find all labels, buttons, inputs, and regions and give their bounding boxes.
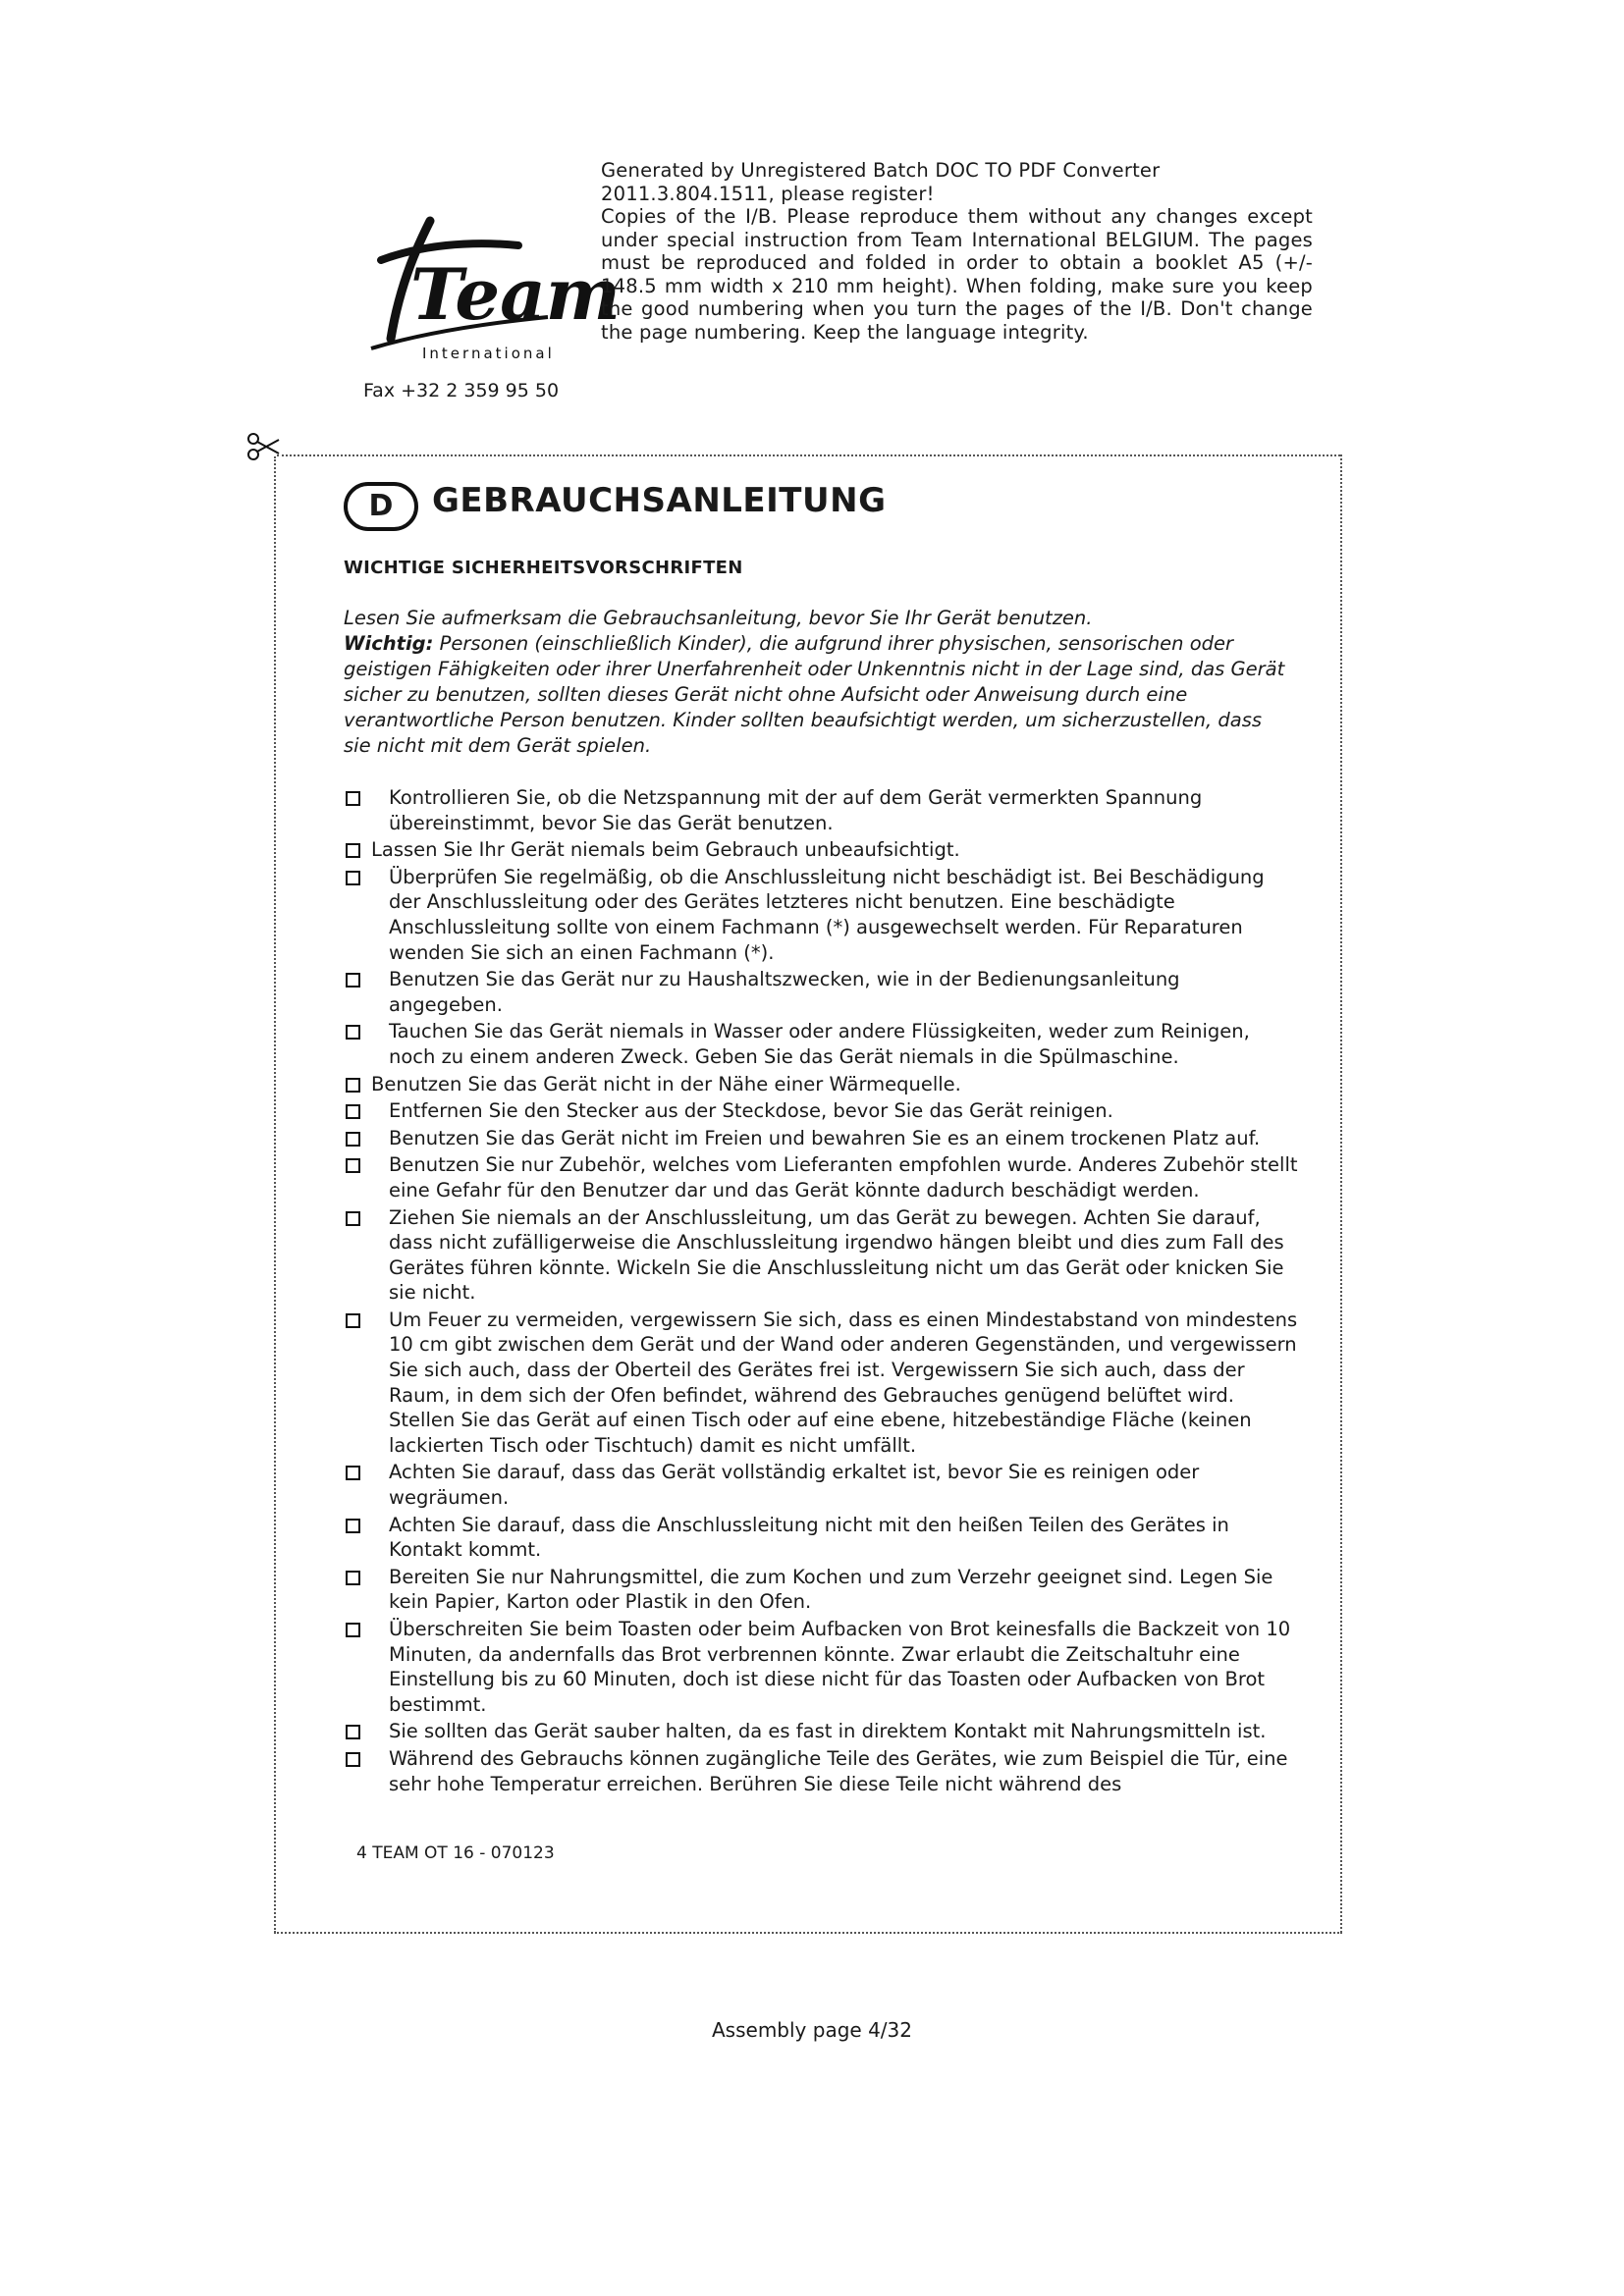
- list-item: [344, 1205, 1298, 1306]
- list-item-text: Benutzen Sie das Gerät nicht im Freien und bewahren Sie es an einem trockenen Platz auf.: [389, 1126, 1261, 1149]
- header-note: [601, 159, 1313, 344]
- list-item-text: Überschreiten Sie beim Toasten oder beim Aufbacken von Brot keinesfalls die Backzeit von 10 Minuten, da andernfalls das Brot verbrennen könnte. Zwar erlaubt die Zeitschaltuhr eine Einstellung bis zu 60 Minuten, doch ist diese nicht für das Toasten oder Aufbacken von Brot bestimmt.: [389, 1618, 1291, 1716]
- cut-line-right: [1340, 454, 1342, 1933]
- checkbox-bullet-icon: [346, 1519, 360, 1533]
- list-item: [344, 1019, 1298, 1069]
- checkbox-bullet-icon: [346, 1571, 360, 1585]
- list-item: [344, 837, 1298, 863]
- list-item-text: Um Feuer zu vermeiden, vergewissern Sie sich, dass es einen Mindestabstand von mindestens 10 cm gibt zwischen dem Gerät und der Wand oder anderen Gegenständen, und vergewissern Sie sich auch, dass der Oberteil des Gerätes frei ist. Vergewissern Sie sich auch, dass der Raum, in dem sich der Ofen befindet, während des Gebrauches genügend belüftet wird. Stellen Sie das Gerät auf einen Tisch oder auf eine ebene, hitzebeständige Fläche (keinen lackierten Tisch oder Tischtuch) damit es nicht umfällt.: [389, 1308, 1298, 1457]
- list-item: [344, 1126, 1298, 1151]
- list-item: [344, 1617, 1298, 1717]
- list-item-text: Bereiten Sie nur Nahrungsmittel, die zum Kochen und zum Verzehr geeignet sind. Legen Sie kein Papier, Karton oder Plastik in den Ofen.: [389, 1565, 1273, 1614]
- list-item-text: Lassen Sie Ihr Gerät niemals beim Gebrauch unbeaufsichtigt.: [371, 838, 960, 862]
- checkbox-bullet-icon: [346, 1623, 360, 1637]
- list-item: [344, 1460, 1298, 1510]
- checkbox-bullet-icon: [346, 1313, 360, 1328]
- checkbox-bullet-icon: [346, 1725, 360, 1739]
- list-item: [344, 1098, 1298, 1124]
- list-item: [344, 1152, 1298, 1202]
- intro-line: Lesen Sie aufmerksam die Gebrauchsanleitung, bevor Sie Ihr Gerät benutzen.: [344, 607, 1093, 629]
- list-item: [344, 1746, 1298, 1796]
- list-item: [344, 1513, 1298, 1563]
- list-item-text: Überprüfen Sie regelmäßig, ob die Anschlussleitung nicht beschädigt ist. Bei Beschädigung der Anschlussleitung oder des Gerätes letzteres nicht benutzen. Eine beschädigte Anschlussleitung sollte von einem Fachmann (*) ausgewechselt werden. Für Reparaturen wenden Sie sich an einen Fachmann (*).: [389, 865, 1265, 964]
- list-item-text: Achten Sie darauf, dass die Anschlussleitung nicht mit den heißen Teilen des Gerätes in Kontakt kommt.: [389, 1513, 1229, 1562]
- checkbox-bullet-icon: [346, 1211, 360, 1226]
- checkbox-bullet-icon: [346, 871, 360, 885]
- list-item: [344, 1308, 1298, 1459]
- intro-text: [344, 606, 1291, 759]
- assembly-page-number: Assembly page 4/32: [712, 2018, 912, 2042]
- list-item-text: Benutzen Sie das Gerät nicht in der Nähe einer Wärmequelle.: [371, 1072, 961, 1095]
- checkbox-bullet-icon: [346, 1025, 360, 1040]
- header-note-line: Copies of the I/B. Please reproduce them without any changes except under special instruction from Team International BELGIUM. The pages must be reproduced and folded in order to obtain a booklet A5 (+/- 148.5 mm width x 210 mm height). When folding, make sure you keep the good numbering when you turn the pages of the I/B. Don't change the page numbering. Keep the language integrity.: [601, 205, 1313, 344]
- list-item-text: Während des Gebrauchs können zugängliche Teile des Gerätes, wie zum Beispiel die Tür, eine sehr hohe Temperatur erreichen. Berühren Sie diese Teile nicht während des: [389, 1746, 1288, 1795]
- list-item-text: Sie sollten das Gerät sauber halten, da es fast in direktem Kontakt mit Nahrungsmitteln ist.: [389, 1720, 1267, 1743]
- list-item-text: Benutzen Sie nur Zubehör, welches vom Lieferanten empfohlen wurde. Anderes Zubehör stellt eine Gefahr für den Benutzer dar und das Gerät könnte dadurch beschädigt werden.: [389, 1153, 1298, 1201]
- checkbox-bullet-icon: [346, 1158, 360, 1173]
- intro-important-label: Wichtig:: [344, 632, 434, 655]
- cut-line-bottom: [274, 1932, 1342, 1934]
- checkbox-bullet-icon: [346, 973, 360, 988]
- page-footer-code: 4 TEAM OT 16 - 070123: [356, 1843, 555, 1863]
- list-item-text: Kontrollieren Sie, ob die Netzspannung mit der auf dem Gerät vermerkten Spannung übereinstimmt, bevor Sie das Gerät benutzen.: [389, 786, 1203, 834]
- list-item-text: Achten Sie darauf, dass das Gerät vollständig erkaltet ist, bevor Sie es reinigen oder wegräumen.: [389, 1461, 1200, 1510]
- page-title: GEBRAUCHSANLEITUNG: [432, 481, 887, 520]
- intro-paragraph: [344, 631, 1291, 759]
- checkbox-bullet-icon: [346, 791, 360, 806]
- fax-number: Fax +32 2 359 95 50: [363, 380, 560, 401]
- team-international-logo: [361, 201, 621, 368]
- list-item: [344, 1565, 1298, 1615]
- checkbox-bullet-icon: [346, 1752, 360, 1767]
- list-item: [344, 865, 1298, 965]
- list-item-text: Tauchen Sie das Gerät niemals in Wasser oder andere Flüssigkeiten, weder zum Reinigen, noch zu einem anderen Zweck. Geben Sie das Gerät niemals in die Spülmaschine.: [389, 1020, 1250, 1068]
- header-note-line: 2011.3.804.1511, please register!: [601, 182, 935, 205]
- logo-subtitle: International: [422, 345, 555, 362]
- cut-line-left: [274, 456, 276, 1933]
- cut-line-top: [277, 454, 1340, 456]
- list-item-text: Entfernen Sie den Stecker aus der Steckdose, bevor Sie das Gerät reinigen.: [389, 1099, 1113, 1123]
- checkbox-bullet-icon: [346, 843, 360, 858]
- checkbox-bullet-icon: [346, 1466, 360, 1480]
- checkbox-bullet-icon: [346, 1078, 360, 1093]
- list-item: [344, 967, 1298, 1017]
- logo-word: Team: [410, 252, 621, 336]
- section-heading: WICHTIGE SICHERHEITSVORSCHRIFTEN: [344, 558, 743, 578]
- list-item: [344, 1072, 1298, 1097]
- checkbox-bullet-icon: [346, 1104, 360, 1119]
- checkbox-bullet-icon: [346, 1132, 360, 1147]
- list-item: [344, 785, 1298, 835]
- list-item-text: Ziehen Sie niemals an der Anschlussleitung, um das Gerät zu bewegen. Achten Sie darauf, dass nicht zufälligerweise die Anschlussleitung irgendwo hängen bleibt und dies zum Fall des Gerätes führen könnte. Wickeln Sie die Anschlussleitung nicht um das Gerät oder knicken Sie sie nicht.: [389, 1205, 1284, 1305]
- safety-list: [344, 785, 1298, 1798]
- list-item-text: Benutzen Sie das Gerät nur zu Haushaltszwecken, wie in der Bedienungsanleitung angegeben.: [389, 968, 1180, 1016]
- intro-important-text: Personen (einschließlich Kinder), die aufgrund ihrer physischen, sensorischen oder geistigen Fähigkeiten oder ihrer Unerfahrenheit oder Unkenntnis nicht in der Lage sind, das Gerät sicher zu benutzen, sollten dieses Gerät nicht ohne Aufsicht oder Anweisung durch eine verantwortliche Person benutzen. Kinder sollten beaufsichtigt werden, um sicherzustellen, dass sie nicht mit dem Gerät spielen.: [344, 632, 1285, 757]
- language-badge: D: [344, 482, 418, 531]
- list-item: [344, 1719, 1298, 1744]
- header-note-line: Generated by Unregistered Batch DOC TO PDF Converter: [601, 159, 1161, 182]
